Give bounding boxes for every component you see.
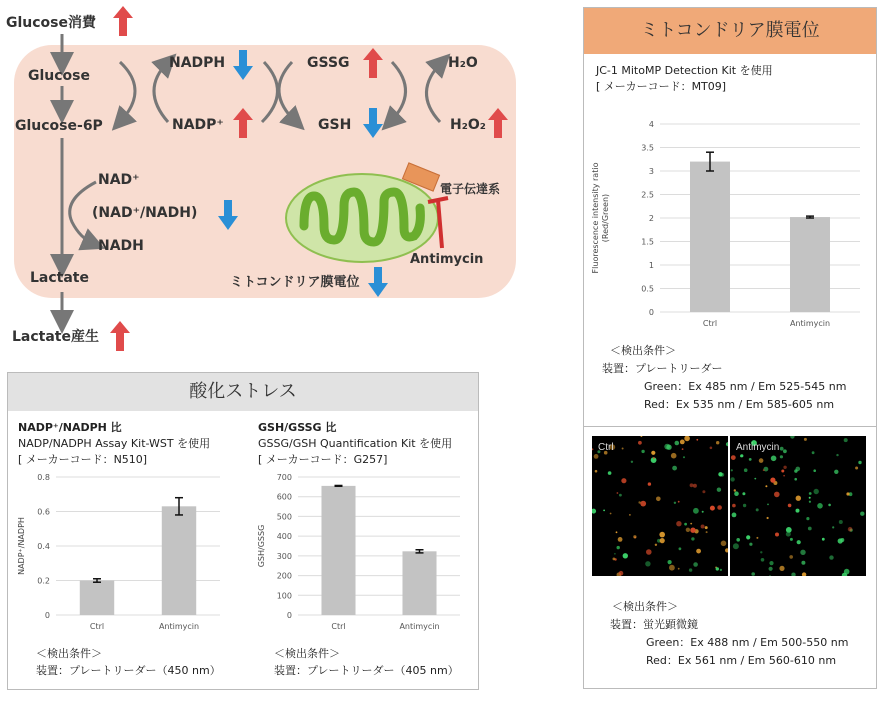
cell-dot (664, 444, 670, 450)
cell-dot (788, 504, 792, 508)
y-tick-label: 2.5 (641, 190, 654, 200)
y-tick-label: 300 (276, 551, 292, 561)
cell-dot (672, 466, 677, 471)
cell-dot (651, 451, 655, 455)
cell-dot (769, 575, 771, 576)
mito-code: [ メーカーコード：MT09] (596, 80, 727, 93)
cell-dot (839, 520, 843, 524)
label-mmp: ミトコンドリア膜電位 (230, 275, 360, 290)
y-tick-label: 0.6 (37, 507, 50, 517)
mic-cond-title: ＜検出条件＞ (612, 600, 678, 613)
cell-dot (834, 470, 838, 474)
mito-cond-red: Red：Ex 535 nm / Em 585-605 nm (644, 398, 835, 411)
cell-dot (710, 506, 715, 511)
mic-cond-green: Green：Ex 488 nm / Em 500-550 nm (646, 636, 849, 649)
label-nadh: NADH (98, 238, 144, 254)
x-tick-label: Antimycin (789, 319, 831, 328)
cell-dot (595, 470, 598, 473)
cell-dot (730, 477, 734, 481)
cell-dot (783, 475, 785, 477)
y-tick-label: 4 (648, 120, 654, 129)
y-tick-label: 0 (44, 611, 50, 620)
cell-dot (691, 537, 694, 540)
cell-dot (844, 438, 848, 442)
cell-dot (860, 512, 864, 516)
micrograph-ctrl-cells (592, 436, 728, 576)
cell-dot (763, 469, 765, 471)
cell-dot (794, 469, 797, 472)
up-arrow-icon (113, 6, 133, 36)
cell-dot (744, 468, 748, 472)
cell-dot (809, 492, 812, 495)
cell-dot (629, 514, 631, 516)
cell-dot (767, 517, 769, 519)
cell-dot (813, 469, 816, 472)
cell-dot (648, 482, 651, 485)
cell-dot (828, 504, 831, 507)
cell-dot (756, 537, 758, 539)
label-h2o2: H₂O₂ (450, 117, 486, 133)
bar (690, 162, 730, 312)
cell-dot (669, 565, 675, 571)
cell-dot (783, 449, 787, 453)
mic-cond-red: Red：Ex 561 nm / Em 560-610 nm (646, 654, 837, 667)
cell-dot (718, 472, 722, 476)
label-glucose-consumption: Glucose消費 (6, 15, 97, 31)
cell-dot (617, 546, 620, 549)
cell-dot (619, 571, 624, 576)
micrograph-antimycin-cells (730, 436, 866, 576)
cell-dot (696, 439, 698, 441)
y-tick-label: 0.8 (37, 473, 50, 482)
cell-dot (613, 558, 616, 561)
label-glucose: Glucose (28, 68, 91, 84)
cell-dot (829, 555, 833, 559)
cell-dot (731, 469, 733, 471)
mito-kit: JC-1 MitoMP Detection Kit を使用 (596, 64, 773, 77)
y-tick-label: 0.5 (641, 284, 654, 294)
cell-dot (680, 440, 685, 445)
cell-dot (855, 467, 858, 470)
bar (80, 581, 114, 616)
cell-dot (774, 492, 780, 498)
y-tick-label: 500 (276, 512, 292, 522)
cell-dot (645, 561, 650, 566)
cell-dot (800, 550, 805, 555)
y-tick-label: 700 (276, 473, 292, 482)
y-tick-label: 0.4 (37, 542, 50, 551)
cell-dot (706, 531, 708, 533)
cell-dot (614, 553, 616, 555)
y-tick-label: 3.5 (641, 143, 654, 153)
y-tick-label: 0 (648, 308, 654, 317)
label-lactate-production: Lactate産生 (12, 329, 99, 345)
x-tick-label: Ctrl (89, 622, 105, 631)
bar (321, 486, 355, 615)
cell-dot (631, 461, 633, 463)
cell-dot (754, 478, 756, 480)
cell-dot (780, 447, 784, 451)
mito-cond-green: Green：Ex 485 nm / Em 525-545 nm (644, 380, 847, 393)
gsh-heading: GSH/GSSG 比 (258, 421, 337, 434)
cell-dot (693, 562, 698, 567)
cell-dot (696, 549, 701, 554)
cell-dot (751, 572, 755, 576)
y-tick-label: 0 (286, 611, 292, 620)
cell-dot (702, 511, 704, 513)
cell-dot (610, 513, 612, 515)
y-tick-label: 3 (648, 167, 654, 176)
cell-dot (761, 558, 765, 562)
label-antimycin: Antimycin (410, 252, 484, 267)
gsh-cond-title: ＜検出条件＞ (274, 647, 340, 660)
cell-dot (617, 492, 619, 494)
cell-dot (749, 543, 752, 546)
micrograph-ctrl (592, 436, 728, 576)
cell-dot (690, 523, 692, 525)
cell-dot (846, 492, 849, 495)
down-arrow-icon (218, 200, 238, 230)
cell-dot (616, 531, 618, 533)
cell-dot (806, 517, 809, 520)
cell-dot (660, 538, 665, 543)
cell-dot (756, 508, 759, 511)
down-arrow-icon (363, 108, 383, 138)
up-arrow-icon (488, 108, 508, 138)
y-axis-label: GSH/GSSG (257, 524, 266, 568)
cell-dot (690, 483, 694, 487)
micrograph-ctrl-label: Ctrl (598, 442, 614, 453)
cell-dot (686, 528, 690, 532)
cell-dot (690, 528, 695, 533)
cell-dot (740, 455, 742, 457)
label-h2o: H₂O (448, 55, 478, 71)
cell-dot (797, 540, 801, 544)
down-arrow-icon (233, 50, 253, 80)
cell-dot (619, 494, 622, 497)
cell-dot (790, 436, 794, 439)
cell-dot (592, 509, 596, 514)
y-tick-label: 200 (276, 571, 292, 581)
cell-dot (770, 478, 775, 483)
cell-dot (684, 523, 687, 526)
down-arrow-icon (368, 267, 388, 297)
cell-dot (760, 551, 762, 553)
cell-dot (702, 490, 705, 493)
label-nad-ratio: (NAD⁺/NADH) (92, 205, 198, 221)
up-arrow-icon (233, 108, 253, 138)
cell-dot (796, 509, 800, 513)
micrograph-antimycin (730, 436, 866, 576)
cell-dot (817, 503, 823, 509)
cell-dot (759, 458, 764, 463)
bar (402, 551, 436, 615)
cell-dot (771, 456, 777, 462)
cell-dot (789, 555, 793, 559)
cell-dot (767, 504, 769, 506)
mito-cond-title: ＜検出条件＞ (610, 344, 676, 357)
cell-dot (804, 438, 807, 441)
y-tick-label: 100 (276, 591, 292, 601)
cell-dot (743, 504, 746, 507)
cell-dot (701, 525, 705, 529)
cell-dot (822, 538, 825, 541)
y-tick-label: 0.2 (37, 576, 50, 586)
cell-dot (809, 497, 811, 499)
cell-dot (733, 543, 739, 549)
mito-panel-title: ミトコンドリア膜電位 (584, 8, 876, 54)
cell-dot (736, 538, 740, 542)
cell-dot (734, 491, 739, 496)
cell-dot (726, 442, 728, 446)
label-nad: NAD⁺ (98, 172, 140, 188)
cell-dot (641, 450, 644, 453)
cell-dot (603, 510, 605, 512)
x-tick-label: Antimycin (399, 622, 440, 631)
cell-dot (659, 532, 665, 538)
cell-dot (775, 533, 779, 537)
micrograph-antimycin-label: Antimycin (736, 442, 780, 453)
cell-dot (656, 497, 661, 502)
cell-dot (623, 553, 628, 558)
cell-dot (836, 454, 838, 456)
cell-dot (638, 501, 640, 503)
cell-dot (716, 441, 719, 444)
pathway-diagram (0, 0, 560, 360)
nadp-kit: NADP/NADPH Assay Kit-WST を使用 (18, 437, 211, 450)
cell-dot (622, 448, 624, 450)
cell-dot (809, 501, 811, 503)
mito-panel (583, 7, 877, 689)
nadp-cond-title: ＜検出条件＞ (36, 647, 102, 660)
cell-dot (594, 454, 599, 459)
up-arrow-icon (110, 321, 130, 351)
gsh-kit: GSSG/GSH Quantification Kit を使用 (258, 437, 453, 450)
gsh-chart (254, 469, 472, 637)
bar (790, 217, 830, 312)
cell-dot (765, 485, 767, 487)
cell-dot (779, 566, 784, 571)
nadp-heading: NADP⁺/NADPH 比 (18, 421, 122, 434)
cell-dot (802, 572, 806, 576)
cell-dot (668, 560, 672, 564)
cell-dot (731, 455, 736, 460)
cell-dot (671, 453, 677, 459)
label-nadph: NADPH (169, 55, 226, 71)
y-tick-label: 600 (276, 492, 292, 502)
label-etc: 電子伝達系 (440, 182, 501, 196)
cell-dot (705, 526, 708, 529)
cell-dot (786, 532, 791, 537)
cell-dot (675, 441, 680, 446)
cell-dot (717, 488, 721, 492)
mic-cond-device: 装置：蛍光顕微鏡 (610, 618, 698, 631)
cell-dot (638, 441, 642, 445)
label-gsh: GSH (318, 117, 352, 133)
gsh-code: [ メーカーコード：G257] (258, 453, 388, 466)
y-axis-label: (Red/Green) (601, 193, 610, 243)
y-tick-label: 400 (276, 532, 292, 542)
label-lactate: Lactate (30, 270, 89, 286)
cell-dot (678, 501, 680, 503)
y-axis-label: NADP⁺/NADPH (17, 517, 26, 575)
label-nadp: NADP⁺ (172, 117, 224, 133)
cell-dot (674, 502, 676, 504)
cell-dot (646, 549, 652, 555)
cell-dot (769, 567, 773, 571)
oxidative-stress-panel (7, 372, 479, 690)
y-tick-label: 1.5 (641, 237, 654, 247)
y-axis-label: Fluorescence intensity ratio (591, 162, 600, 274)
cell-dot (676, 521, 681, 526)
cell-dot (693, 484, 697, 488)
cell-dot (717, 505, 722, 510)
cell-dot (725, 548, 728, 552)
label-gssg: GSSG (307, 55, 350, 71)
cell-dot (742, 492, 745, 495)
cell-dot (781, 470, 784, 473)
x-tick-label: Ctrl (702, 319, 718, 328)
cell-dot (655, 544, 657, 546)
y-tick-label: 1 (648, 261, 654, 270)
x-tick-label: Antimycin (158, 622, 200, 631)
cell-dot (678, 568, 680, 570)
cell-dot (732, 513, 737, 518)
cell-dot (749, 458, 752, 461)
pathway-indicators (0, 0, 560, 360)
cell-dot (683, 456, 685, 458)
oxidative-stress-title: 酸化ストレス (8, 373, 478, 411)
cell-dot (832, 526, 834, 528)
cell-dot (641, 436, 643, 437)
cell-dot (621, 478, 626, 483)
up-arrow-icon (363, 48, 383, 78)
cell-dot (710, 447, 713, 450)
cell-dot (746, 535, 750, 539)
cell-dot (769, 561, 773, 565)
cell-dot (838, 538, 843, 543)
cell-dot (734, 489, 736, 491)
cell-dot (732, 504, 736, 508)
cell-dot (858, 461, 861, 464)
nadp-cond-device: 装置：プレートリーダー（450 nm） (36, 664, 221, 677)
cell-dot (679, 547, 682, 550)
nadp-code: [ メーカーコード：N510] (18, 453, 148, 466)
cell-dot (812, 451, 815, 454)
cell-dot (783, 466, 786, 469)
label-glucose-6p: Glucose-6P (15, 118, 103, 134)
cell-dot (794, 478, 797, 481)
cell-dot (808, 527, 812, 531)
mito-divider (584, 426, 876, 427)
cell-dot (684, 436, 690, 441)
cell-dot (790, 538, 793, 541)
cell-dot (640, 501, 646, 507)
cell-dot (633, 535, 636, 538)
nadp-chart (14, 469, 232, 637)
x-tick-label: Ctrl (331, 622, 346, 631)
cell-dot (721, 541, 727, 547)
mito-chart (588, 104, 872, 340)
cell-dot (693, 508, 699, 514)
cell-dot (592, 448, 593, 450)
cell-dot (796, 496, 801, 501)
cell-dot (801, 561, 805, 565)
cell-dot (618, 537, 623, 542)
cell-dot (689, 568, 692, 571)
gsh-cond-device: 装置：プレートリーダー（405 nm） (274, 664, 459, 677)
cell-dot (791, 573, 795, 577)
y-tick-label: 2 (648, 214, 654, 223)
cell-dot (653, 457, 655, 459)
cell-dot (720, 569, 722, 571)
bar (162, 506, 196, 615)
cell-dot (848, 527, 853, 532)
cell-dot (780, 455, 783, 458)
cell-dot (814, 489, 819, 494)
cell-dot (716, 567, 719, 570)
cell-dot (608, 471, 612, 475)
cell-dot (682, 448, 684, 450)
mito-cond-device: 装置：プレートリーダー (602, 362, 723, 375)
